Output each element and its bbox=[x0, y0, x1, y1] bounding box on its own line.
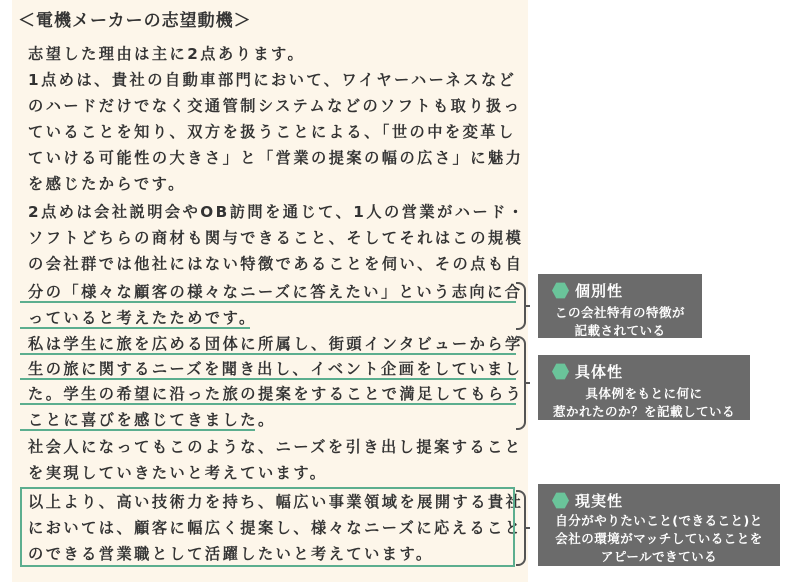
essay-line: 志望した理由は主に2点あります。 bbox=[28, 45, 306, 63]
essay-line-highlighted: っていると考えたためです。 bbox=[28, 309, 257, 327]
essay-line: を実現していきたいと考えています。 bbox=[28, 464, 328, 482]
bracket-uniqueness bbox=[516, 282, 526, 330]
highlight-underline bbox=[20, 429, 255, 431]
hexagon-icon bbox=[552, 282, 569, 299]
essay-line-boxed: 以上より、高い技術力を持ち、幅広い事業領域を展開する貴社 bbox=[28, 493, 524, 511]
essay-line: ていることを知り、双方を扱うことによる、「世の中を変革し bbox=[28, 123, 516, 141]
conclusion-highlight-box bbox=[20, 487, 515, 567]
point-card-text: 具体例をもとに何に bbox=[585, 386, 703, 401]
highlight-underline bbox=[20, 327, 250, 329]
point-card-specificity bbox=[538, 355, 750, 420]
essay-line-boxed: のできる営業職として活躍したいと考えています。 bbox=[28, 545, 434, 563]
point-card-title: 具体性 bbox=[575, 363, 624, 381]
essay-line: 2点めは会社説明会やOB訪問を通じて、1人の営業がハード・ bbox=[28, 203, 526, 221]
essay-line: 社会人になってもこのような、ニーズを引き出し提案すること bbox=[28, 438, 523, 456]
essay-line-boxed: においては、顧客に幅広く提案し、様々なニーズに応えること bbox=[28, 519, 523, 537]
highlight-underline bbox=[20, 378, 516, 380]
essay-line-highlighted: ことに喜びを感じてきました。 bbox=[28, 411, 276, 429]
essay-line: を感じたからです。 bbox=[28, 175, 186, 193]
essay-line-highlighted: 私は学生に旅を広める団体に所属し、街頭インタビューから学 bbox=[28, 335, 523, 353]
hexagon-icon bbox=[552, 363, 569, 380]
point-card-feasibility bbox=[538, 484, 780, 566]
essay-line-highlighted: 生の旅に関するニーズを聞き出し、イベント企画をしていまし bbox=[28, 360, 523, 378]
essay-line: ていける可能性の大きさ」と「営業の提案の幅の広さ」に魅力 bbox=[28, 149, 524, 167]
point-card-text: この会社特有の特徴が bbox=[554, 305, 685, 320]
point-card-text: 記載されている bbox=[574, 323, 666, 338]
point-card-text: アピールできている bbox=[600, 549, 718, 564]
highlight-underline bbox=[20, 353, 516, 355]
essay-line: ソフトどちらの商材も関与できること、そしてそれはこの規模 bbox=[28, 229, 524, 247]
point-card-uniqueness bbox=[538, 274, 702, 338]
essay-line-highlighted: た。学生の希望に沿った旅の提案をすることで満足してもらう bbox=[28, 385, 524, 403]
essay-line-highlighted: 分の「様々な顧客の様々なニーズに答えたい」という志向に合 bbox=[28, 283, 523, 301]
bracket-feasibility bbox=[516, 490, 526, 566]
highlight-underline bbox=[20, 301, 516, 303]
point-card-title: 現実性 bbox=[575, 492, 624, 510]
essay-line: のハードだけでなく交通管制システムなどのソフトも取り扱っ bbox=[28, 97, 522, 115]
point-card-text: 自分がやりたいこと(できること)と bbox=[555, 513, 763, 528]
point-card-text: 惹かれたのか？を記載している bbox=[552, 404, 735, 419]
essay-line: の会社群では他社にはない特徴であることを伺い、その点も自 bbox=[28, 255, 524, 273]
essay-line: 1点めは、貴社の自動車部門において、ワイヤーハーネスなど bbox=[28, 71, 517, 89]
point-card-text: 会社の環境がマッチしていることを bbox=[555, 531, 763, 546]
hexagon-icon bbox=[552, 492, 569, 509]
essay-title: ＜電機メーカーの志望動機＞ bbox=[18, 11, 252, 31]
bracket-specificity bbox=[516, 336, 526, 430]
point-card-title: 個別性 bbox=[575, 282, 624, 300]
highlight-underline bbox=[20, 403, 516, 405]
